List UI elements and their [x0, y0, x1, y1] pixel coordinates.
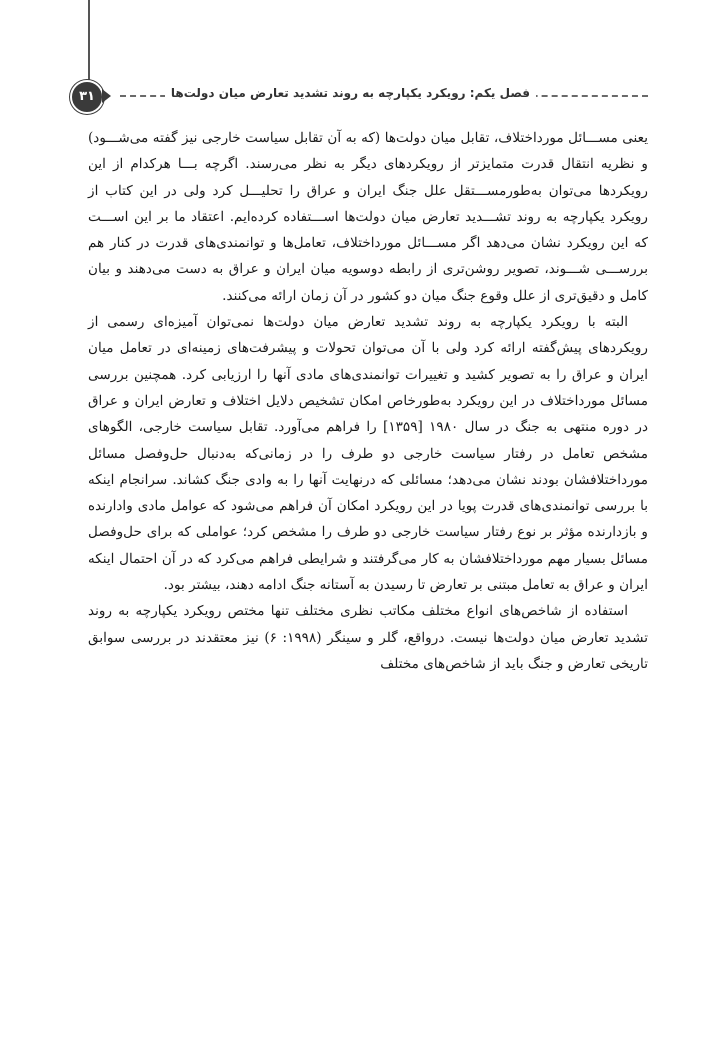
paragraph-1: یعنی مســـائل مورداختلاف، تقابل میان دولت‌ها (که به آن تقابل سیاست خارجی نیز گفته می‌شـــود) و نظریه انتقال قدرت متمایزتر از رویکردهای دیگر به نظر می‌رسند. اگرچه بـــا هرکدام از این رویکردها می‌توان به‌طورمســـتقل علل جنگ ایران و عراق را تحلیـــل کرد ولی در این کتاب از رویکرد یکپارچه به روند تشـــدید تعارض میان دولت‌ها اســـتفاده کرده‌ایم. اعتقاد ما بر این اســـت که این رویکرد نشان می‌دهد اگر مســـائل مورداختلاف، تعامل‌ها و توانمندی‌های قدرت در کنار هم بررســـی شـــوند، تصویر روشن‌تری از رابطه دوسویه میان ایران و عراق به دست می‌دهند و بیان کامل و دقیق‌تری از علل وقوع جنگ میان دو کشور در آن زمان ارائه می‌کنند. [88, 130, 648, 304]
running-header [70, 80, 648, 112]
margin-vertical-rule [88, 0, 90, 84]
page-badge-arrow-icon [102, 89, 111, 103]
paragraph-2: البته با رویکرد یکپارچه به روند تشدید تعارض میان دولت‌ها نمی‌توان آمیزه‌ای رسمی از رویکردهای پیش‌گفته ارائه کرد ولی با آن می‌توان تحولات و پیشرفت‌های زمینه‌ای در تعامل میان ایران و عراق را به تصویر کشید و تغییرات توانمندی‌های مادی آنها را ارزیابی کرد. همچنین بررسی مسائل مورداختلاف در این رویکرد به‌طورخاص امکان تشخیص دلایل اختلاف و تعارض ایران و عراق در دوره منتهی به جنگ در سال ۱۹۸۰ [۱۳۵۹] را فراهم می‌آورد. تقابل سیاست خارجی، الگوهای مشخص تعامل در رفتار سیاست خارجی دو طرف را در زمانی‌که به‌دنبال حل‌وفصل مسائل مورداختلافشان بودند نشان می‌دهد؛ مسائلی که درنهایت آنها را به وادی جنگ کشاند. سرانجام اینکه با بررسی توانمندی‌های قدرت پویا در این رویکرد امکان آن فراهم می‌شود که عوامل مادی وادارنده و بازدارنده مؤثر بر نوع رفتار سیاست خارجی دو طرف را مشخص کرد؛ عواملی که برای حل‌وفصل مسائل بسیار مهم مورداختلافشان به کار می‌گرفتند و شرایطی فراهم می‌کرد که در آن احتمال اینکه ایران و عراق به تعامل مبتنی بر تعارض تا رسیدن به آستانه جنگ ادامه دهند، بیشتر بود. [88, 314, 648, 594]
page-body [88, 125, 648, 677]
chapter-running-title: فصل یکم: رویکرد یکپارچه به روند تشدید تعارض میان دولت‌ها [165, 86, 536, 100]
page-number-badge: ۳۱ [70, 80, 104, 114]
paragraph-3: استفاده از شاخص‌های انواع مختلف مکاتب نظری مختلف تنها مختص رویکرد یکپارچه به روند تشدید تعارض میان دولت‌ها نیست. درواقع، گلر و سینگر (۱۹۹۸: ۶) نیز معتقدند در بررسی سوابق تاریخی تعارض و جنگ باید از شاخص‌های مختلف [88, 603, 649, 672]
